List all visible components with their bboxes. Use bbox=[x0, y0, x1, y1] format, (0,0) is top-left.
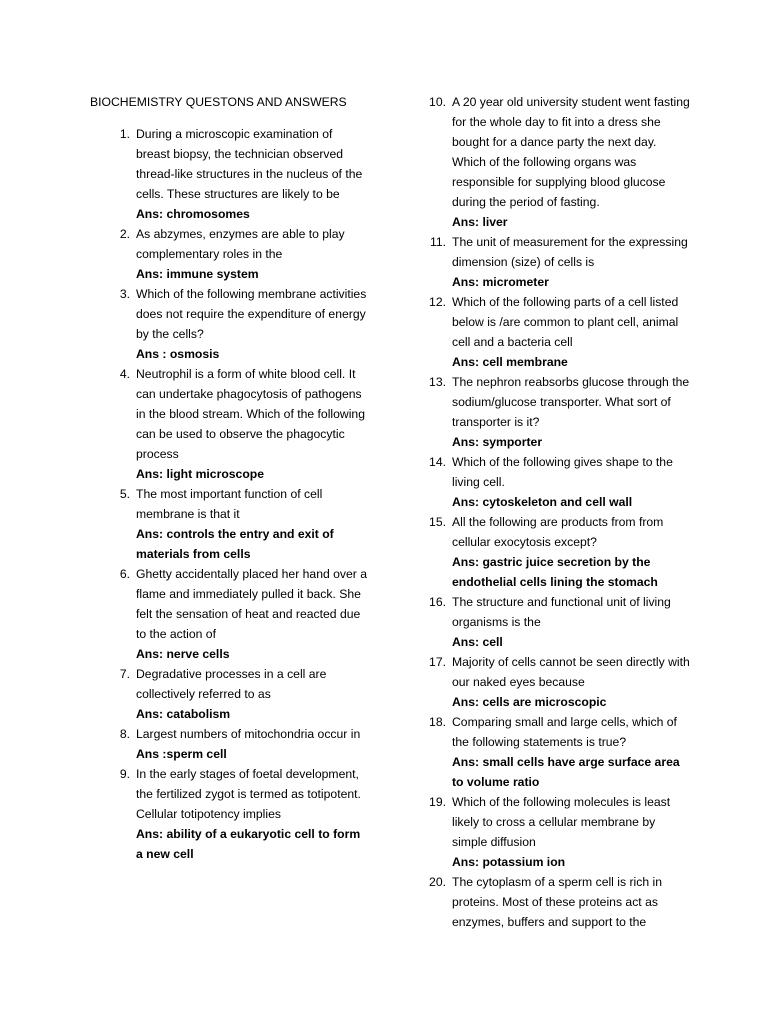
answer-text: Ans: light microscope bbox=[136, 467, 264, 481]
question-text: During a microscopic examination of breast biopsy, the technician observed thread-like structures in the nucleus of the cells. These structures are likely to be bbox=[136, 127, 363, 201]
question-number: 2. bbox=[119, 227, 130, 241]
question-number: 6. bbox=[119, 567, 130, 581]
answer-text: Ans: gastric juice secretion by the endothelial cells lining the stomach bbox=[452, 555, 658, 589]
question-text: The cytoplasm of a sperm cell is rich in proteins. Most of these proteins act as enzymes, buffers and support to the bbox=[452, 875, 662, 929]
question-number: 13. bbox=[429, 375, 446, 389]
answer-text: Ans: nerve cells bbox=[136, 647, 230, 661]
question-item-4 bbox=[106, 364, 368, 484]
question-item-7 bbox=[106, 664, 368, 724]
question-number: 11. bbox=[429, 235, 446, 249]
question-text: All the following are products from from cellular exocytosis except? bbox=[452, 515, 664, 549]
question-item-19 bbox=[422, 792, 690, 872]
question-number: 5. bbox=[119, 487, 130, 501]
answer-text: Ans: catabolism bbox=[136, 707, 231, 721]
question-number: 12. bbox=[429, 295, 446, 309]
answer-text: Ans: cytoskeleton and cell wall bbox=[452, 495, 633, 509]
question-text: In the early stages of foetal development, the fertilized zygot is termed as totipotent. Cellular totipotency implies bbox=[136, 767, 361, 821]
question-number: 7. bbox=[119, 667, 130, 681]
question-item-9 bbox=[106, 764, 368, 864]
question-text: Which of the following gives shape to the living cell. bbox=[452, 455, 673, 489]
answer-text: Ans :sperm cell bbox=[136, 747, 227, 761]
question-item-8 bbox=[106, 724, 368, 764]
answer-text: Ans : osmosis bbox=[136, 347, 220, 361]
answer-text: Ans: controls the entry and exit of materials from cells bbox=[136, 527, 334, 561]
question-item-14 bbox=[422, 452, 690, 512]
answer-text: Ans: small cells have arge surface area to volume ratio bbox=[452, 755, 680, 789]
question-item-15 bbox=[422, 512, 690, 592]
question-column-right bbox=[422, 92, 690, 932]
question-number: 18. bbox=[429, 715, 446, 729]
question-number: 14. bbox=[429, 455, 446, 469]
question-item-12 bbox=[422, 292, 690, 372]
question-text: Degradative processes in a cell are collectively referred to as bbox=[136, 667, 327, 701]
question-text: As abzymes, enzymes are able to play complementary roles in the bbox=[136, 227, 345, 261]
question-number: 15. bbox=[429, 515, 446, 529]
question-item-11 bbox=[422, 232, 690, 292]
question-number: 4. bbox=[119, 367, 130, 381]
question-item-20 bbox=[422, 872, 690, 932]
question-item-18 bbox=[422, 712, 690, 792]
answer-text: Ans: micrometer bbox=[452, 275, 549, 289]
question-text: Which of the following membrane activities does not require the expenditure of energy by the cells? bbox=[136, 287, 367, 341]
question-column-left bbox=[106, 124, 368, 864]
question-text: Majority of cells cannot be seen directly with our naked eyes because bbox=[452, 655, 690, 689]
question-number: 19. bbox=[429, 795, 446, 809]
question-text: A 20 year old university student went fasting for the whole day to fit into a dress she bought for a dance party the next day. Which of the following organs was responsible for supplying blood glucose during the period of fasting. bbox=[452, 95, 690, 209]
question-item-5 bbox=[106, 484, 368, 564]
question-text: Ghetty accidentally placed her hand over a flame and immediately pulled it back. She felt the sensation of heat and reacted due to the action of bbox=[136, 567, 368, 641]
answer-text: Ans: symporter bbox=[452, 435, 543, 449]
question-number: 8. bbox=[119, 727, 130, 741]
question-item-2 bbox=[106, 224, 368, 284]
question-number: 10. bbox=[429, 95, 446, 109]
question-text: Comparing small and large cells, which of the following statements is true? bbox=[452, 715, 677, 749]
question-number: 3. bbox=[119, 287, 130, 301]
answer-text: Ans: ability of a eukaryotic cell to form a new cell bbox=[136, 827, 361, 861]
answer-text: Ans: cell membrane bbox=[452, 355, 568, 369]
question-item-17 bbox=[422, 652, 690, 712]
answer-text: Ans: cell bbox=[452, 635, 503, 649]
question-number: 17. bbox=[429, 655, 446, 669]
question-text: Which of the following molecules is least likely to cross a cellular membrane by simple diffusion bbox=[452, 795, 671, 849]
document-title: BIOCHEMISTRY QUESTONS AND ANSWERS bbox=[90, 95, 347, 109]
question-number: 1. bbox=[119, 127, 130, 141]
question-text: Which of the following parts of a cell listed below is /are common to plant cell, animal cell and a bacteria cell bbox=[452, 295, 679, 349]
question-number: 16. bbox=[429, 595, 446, 609]
question-item-3 bbox=[106, 284, 368, 364]
answer-text: Ans: immune system bbox=[136, 267, 259, 281]
question-text: The most important function of cell membrane is that it bbox=[136, 487, 323, 521]
answer-text: Ans: chromosomes bbox=[136, 207, 250, 221]
answer-text: Ans: liver bbox=[452, 215, 508, 229]
answer-text: Ans: potassium ion bbox=[452, 855, 566, 869]
question-text: Neutrophil is a form of white blood cell. It can undertake phagocytosis of pathogens in the blood stream. Which of the following can be used to observe the phagocytic process bbox=[136, 367, 365, 461]
question-item-1 bbox=[106, 124, 368, 224]
question-number: 9. bbox=[119, 767, 130, 781]
question-item-13 bbox=[422, 372, 690, 452]
answer-text: Ans: cells are microscopic bbox=[452, 695, 607, 709]
question-item-16 bbox=[422, 592, 690, 652]
question-text: The unit of measurement for the expressing dimension (size) of cells is bbox=[452, 235, 688, 269]
question-item-10 bbox=[422, 92, 690, 232]
question-item-6 bbox=[106, 564, 368, 664]
question-text: The structure and functional unit of living organisms is the bbox=[452, 595, 671, 629]
question-text: The nephron reabsorbs glucose through the sodium/glucose transporter. What sort of transporter is it? bbox=[452, 375, 690, 429]
question-number: 20. bbox=[429, 875, 446, 889]
question-text: Largest numbers of mitochondria occur in bbox=[136, 727, 361, 741]
